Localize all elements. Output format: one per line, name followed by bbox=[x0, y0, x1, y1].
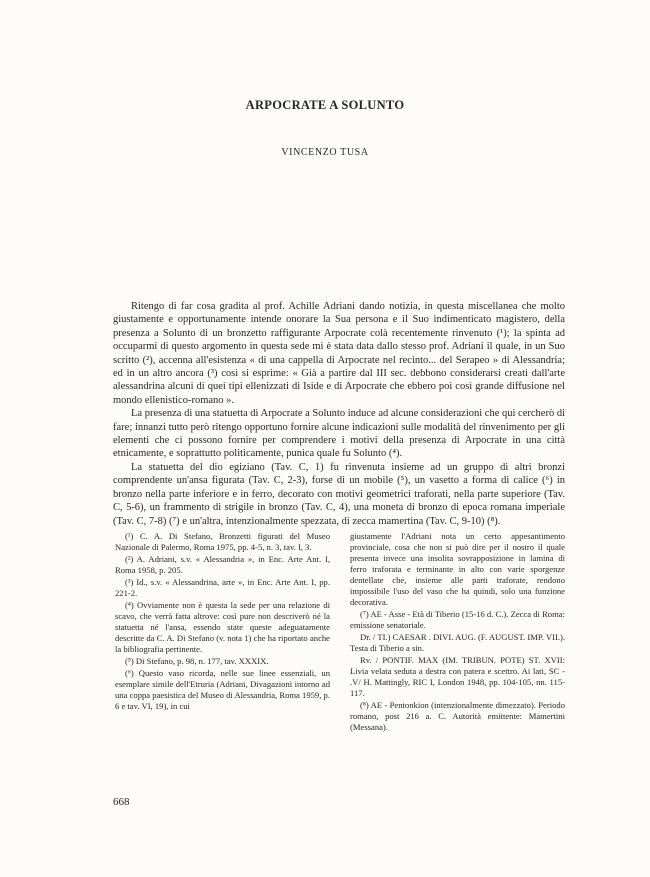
paragraph: Ritengo di far cosa gradita al prof. Achille Adriani dando notizia, in questa miscellanea che molto giustamente e opportunamente intende onorare la Sua persona e il Suo indimenticato magistero, della presenza a Solunto di un bronzetto raffigurante Arpocrate colà recentemente rinvenuto (¹); la spinta ad occuparmi di questo argomento in questa sede mi è stata data dallo stesso prof. Adriani il quale, in un Suo scritto (²), accenna all'esistenza « di una cappella di Arpocrate nel recinto... del Serapeo » di Alessandria; ed in un altro ancora (³) così si esprime: « Già a partire dal III sec. debbono considerarsi creati dall'arte alessandrina alcuni di quei tipi ellenizzati di Iside e di Arpocrate che ebbero poi così grande diffusione nel mondo ellenistico-romano ». bbox=[113, 301, 565, 406]
page-number: 668 bbox=[113, 796, 130, 808]
footnote: (¹) C. A. Di Stefano, Bronzetti figurati del Museo Nazionale di Palermo, Roma 1975, pp. 4-5, n. 3, tav. I, 3. bbox=[115, 531, 330, 552]
author-name: VINCENZO TUSA bbox=[281, 147, 369, 158]
footnote: (⁸) AE - Pentonkion (intenzionalmente dimezzato). Periodo romano, post 216 a. C. Autorità emittente: Mamertini (Messana). bbox=[350, 700, 565, 732]
footnotes-left-column bbox=[115, 531, 330, 713]
article-title: ARPOCRATE A SOLUNTO bbox=[245, 98, 405, 112]
footnote: (⁶) Questo vaso ricorda, nelle sue linee essenziali, un esemplare simile dell'Etruria (Adriani, Divagazioni intorno ad una coppa paesistica del Museo di Alessandria, Roma 1959, p. 6 e tav. VI, 19), in cui bbox=[115, 668, 330, 711]
footnote: (³) Id., s.v. « Alessandrina, arte », in Enc. Arte Ant. I, pp. 221-2. bbox=[115, 577, 330, 598]
paragraph: La presenza di una statuetta di Arpocrate a Solunto induce ad alcune considerazioni che qui cercherò di fare; innanzi tutto però ritengo opportuno fornire alcune indicazioni sulle modalità del rinvenimento per gli elementi che ci possono fornire per comprendere i motivi della presenza di Arpocrate in una città etnicamente, e soprattutto politicamente, punica quale fu Solunto (⁴). bbox=[113, 408, 565, 460]
footnote-continuation: giustamente l'Adriani nota un certo appesantimento provinciale, cosa che non si può dire per il nostro il quale presenta invece una insolita sovrapposizione in lamina di ferro traforata e terminante in alto con varie sporgenze dentellate che, insieme alle parti traforate, rendono impossibile l'uso del vaso che ha quindi, solo una funzione decorativa. bbox=[350, 531, 565, 607]
footnotes-right-column bbox=[350, 531, 565, 734]
footnote: Rv. / PONTIF. MAX (IM. TRIBUN. POTE) ST. XVII: Livia velata seduta a destra con patera e scettro. Ai lati, SC - .V/ H. Mattingly, RIC I, London 1948, pp. 104-105, nn. 115-117. bbox=[350, 655, 565, 698]
footnote: (²) A. Adriani, s.v. « Alessandria », in Enc. Arte Ant. I, Roma 1958, p. 205. bbox=[115, 554, 330, 575]
footnote: (⁵) Di Stefano, p. 98, n. 177, tav. XXXIX. bbox=[125, 656, 269, 666]
footnote: (⁴) Ovviamente non è questa la sede per una relazione di scavo, che verrà fatta altrove: così pure non descriverò né la statuetta né l'ansa, essendo state queste adeguatamente descritte da C. A. Di Stefano (v. nota 1) che ha riportato anche la bibliografia pertinente. bbox=[115, 600, 330, 654]
footnote: Dr. / TI.) CAESAR . DIVI. AUG. (F. AUGUST. IMP. VII.). Testa di Tiberio a sin. bbox=[350, 632, 565, 653]
footnote: (⁷) AE - Asse - Età di Tiberio (15-16 d. C.). Zecca di Roma: emissione senatoriale. bbox=[350, 609, 565, 630]
main-text bbox=[113, 300, 565, 528]
paragraph: La statuetta del dio egiziano (Tav. C, 1) fu rinvenuta insieme ad un gruppo di altri bronzi comprendente un'ansa figurata (Tav. C, 2-3), forse di un mobile (⁵), un vasetto a forma di calice (⁶) in bronzo nella parte inferiore e in ferro, decorato con motivi geometrici traforati, nella parte superiore (Tav. C, 5-6), un frammento di strigile in bronzo (Tav. C, 4), una moneta di bronzo di epoca romana imperiale (Tav. C, 7-8) (⁷) e un'altra, intenzionalmente spezzata, di zecca mamertina (Tav. C, 9-10) (⁸). bbox=[113, 461, 565, 527]
